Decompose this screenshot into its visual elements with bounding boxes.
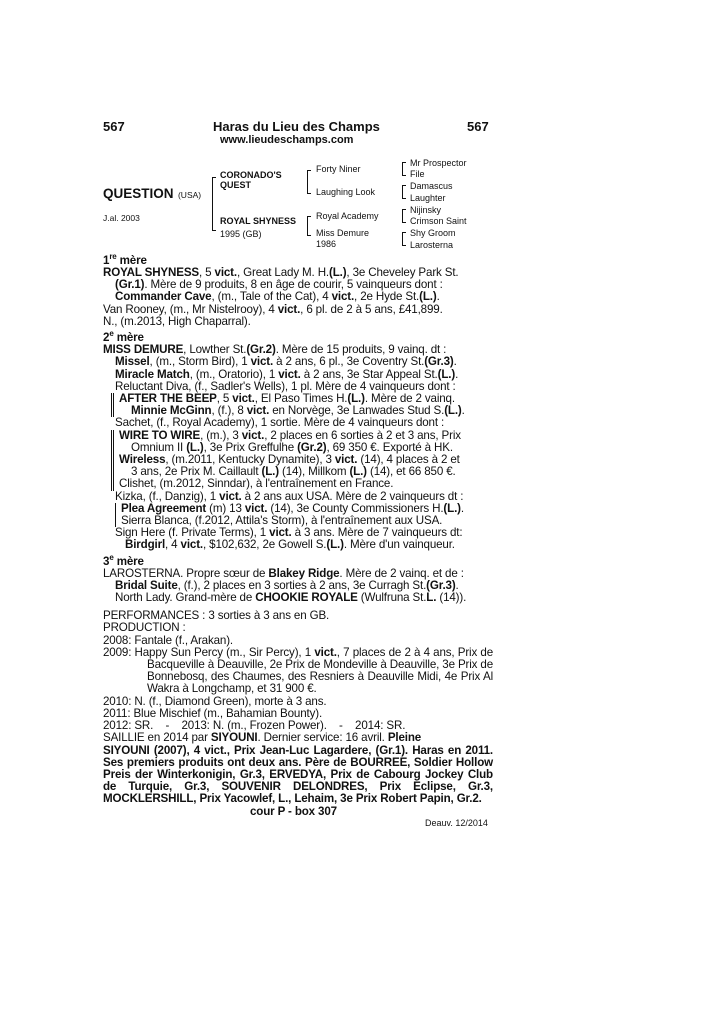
second-dam-line: Reluctant Diva, (f., Sadler's Wells), 1 pl. Mère de 4 vainqueurs dont : [115, 379, 456, 393]
second-dam-group [111, 430, 493, 491]
second-dam-line: Minnie McGinn, (f.), 8 vict. en Norvège, 3e Lanwades Stud S.(L.). [131, 404, 465, 418]
great-grandparent: Shy Groom [410, 228, 456, 238]
second-dam-line: Plea Agreement (m) 13 vict. (14), 3e County Commissioners H.(L.). [121, 501, 464, 515]
first-dam-heading: 1re mère [103, 252, 147, 267]
production-heading: PRODUCTION : [103, 621, 186, 635]
first-dam-line: Van Rooney, (m., Mr Nistelrooy), 4 vict., 6 pl. de 2 à 5 ans, £41,899. [103, 302, 443, 316]
dam-year: 1995 (GB) [220, 229, 262, 239]
production-line: 2009: Happy Sun Percy (m., Sir Percy), 1 vict., 7 places de 2 à 4 ans, Prix de Bacqueville à Deauville, 2e Prix de Mondeville à Deauville, 3e Prix de Bonnebosq, des Chaumes, des Resniers à Deauville Midi, 4e Prix Al Wakra à Longchamp, et 31 900 €. [103, 645, 493, 696]
granddam-1: Laughing Look [316, 187, 376, 197]
first-dam-line: Commander Cave, (m., Tale of the Cat), 4 vict., 2e Hyde St.(L.). [115, 290, 440, 304]
second-dam-group [115, 503, 493, 527]
production-line: 2010: N. (f., Diamond Green), morte à 3 ans. [103, 694, 327, 708]
third-dam-line: LAROSTERNA. Propre sœur de Blakey Ridge. Mère de 2 vainq. et de : [103, 566, 464, 580]
second-dam-line: 3 ans, 2e Prix M. Caillault (L.) (14), Millkom (L.) (14), et 66 850 €. [131, 465, 456, 479]
second-dam-line: MISS DEMURE, Lowther St.(Gr.2). Mère de 15 produits, 9 vainq. dt : [103, 343, 447, 357]
performances: PERFORMANCES : 3 sorties à 3 ans en GB. [103, 609, 330, 623]
first-dam-line: (Gr.1). Mère de 9 produits, 8 en âge de courir, 5 vainqueurs dont : [115, 278, 443, 292]
first-dam-line: ROYAL SHYNESS, 5 vict., Great Lady M. H.(L.), 3e Cheveley Park St. [103, 266, 459, 280]
second-dam-line: WIRE TO WIRE, (m.), 3 vict., 2 places en 6 sorties à 2 et 3 ans, Prix [119, 428, 461, 442]
third-dam-line: Bridal Suite, (f.), 2 places en 3 sorties à 2 ans, 3e Curragh St.(Gr.3). [115, 578, 459, 592]
horse-name: QUESTION (USA) [103, 186, 202, 201]
production-line: 2008: Fantale (f., Arakan). [103, 633, 233, 647]
second-dam-line: Sierra Blanca, (f.2012, Attila's Storm), à l'entraînement aux USA. [121, 513, 443, 527]
website-link[interactable]: www.lieudeschamps.com [220, 134, 354, 146]
second-dam-line: Sign Here (f. Private Terms), 1 vict. à 3 ans. Mère de 7 vainqueurs dt: [115, 526, 463, 540]
second-dam-group [111, 393, 493, 417]
second-dam-heading: 2e mère [103, 329, 144, 344]
pedigree-bracket [307, 170, 311, 194]
footer-date: Deauv. 12/2014 [425, 818, 488, 828]
grandsire-1: Forty Niner [316, 164, 361, 174]
first-dam-line: N., (m.2013, High Chaparral). [103, 314, 251, 328]
dam-name: ROYAL SHYNESS [220, 216, 297, 226]
horse-birth: J.al. 2003 [103, 213, 140, 223]
production-line: 2011: Blue Mischief (m., Bahamian Bounty). [103, 706, 323, 720]
sire-name: CORONADO'S QUEST [220, 170, 282, 190]
lot-number-left: 567 [103, 119, 125, 134]
great-grandparent: Larosterna [410, 240, 454, 250]
catalogue-body [103, 251, 493, 818]
great-grandparent: Damascus [410, 181, 453, 191]
great-grandparent: Nijinsky [410, 205, 442, 215]
stallion-description: SIYOUNI (2007), 4 vict., Prix Jean-Luc Lagardere, (Gr.1). Haras en 2011. Ses premiers produits ont deux ans. Père de BOURREE, Soldier Hollow Preis der Winterkonigin, Gr.3, ERVEDYA, Prix de Cabourg Jockey Club de Turquie, Gr.3, SOUVENIR DELONDRES, Prix Eclipse, Gr.3, MOCKLERSHILL, Prix Yacowlef, L., Lehaim, 3e Prix Robert Papin, Gr.2. [103, 743, 493, 806]
lot-number-right: 567 [467, 119, 489, 134]
third-dam-line: North Lady. Grand-mère de CHOOKIE ROYALE (Wulfruna St.L. (14)). [115, 591, 467, 605]
production-line: 2012: SR. - 2013: N. (m., Frozen Power). - 2014: SR. [103, 719, 406, 733]
great-grandparent: Mr Prospector [410, 158, 467, 168]
pedigree-bracket [402, 209, 406, 223]
page-title: Haras du Lieu des Champs [213, 119, 380, 134]
second-dam-line: AFTER THE BEEP, 5 vict., El Paso Times H.(L.). Mère de 2 vainq. [119, 391, 455, 405]
granddam-2: Miss Demure [316, 228, 370, 238]
pedigree-bracket [212, 177, 216, 231]
great-grandparent: Crimson Saint [410, 216, 467, 226]
saillie: SAILLIE en 2014 par SIYOUNI. Dernier service: 16 avril. Pleine [103, 731, 422, 745]
grandsire-2: Royal Academy [316, 211, 379, 221]
pedigree-bracket [402, 185, 406, 199]
second-dam-line: Kizka, (f., Danzig), 1 vict. à 2 ans aux USA. Mère de 2 vainqueurs dt : [115, 489, 464, 503]
pedigree-bracket [307, 216, 311, 236]
second-dam-line: Sachet, (f., Royal Academy), 1 sortie. Mère de 4 vainqueurs dont : [115, 416, 445, 430]
second-dam-line: Miracle Match, (m., Oratorio), 1 vict. à 2 ans, 3e Star Appeal St.(L.). [115, 367, 459, 381]
great-grandparent: Laughter [410, 193, 446, 203]
third-dam-heading: 3e mère [103, 552, 144, 568]
pedigree-bracket [402, 232, 406, 246]
great-grandparent: File [410, 169, 425, 179]
second-dam-line: Wireless, (m.2011, Kentucky Dynamite), 3 vict. (14), 4 places à 2 et [119, 452, 460, 466]
second-dam-line: Birdgirl, 4 vict., $102,632, 2e Gowell S.(L.). Mère d'un vainqueur. [125, 538, 455, 552]
second-dam-line: Omnium II (L.), 3e Prix Greffulhe (Gr.2), 69 350 €. Exporté à HK. [131, 440, 453, 454]
granddam-2-year: 1986 [316, 239, 337, 249]
second-dam-line: Clishet, (m.2012, Sinndar), à l'entraînement en France. [119, 477, 394, 491]
location: cour P - box 307 [250, 804, 337, 818]
second-dam-line: Missel, (m., Storm Bird), 1 vict. à 2 ans, 6 pl., 3e Coventry St.(Gr.3). [115, 355, 457, 369]
pedigree-bracket [402, 162, 406, 176]
